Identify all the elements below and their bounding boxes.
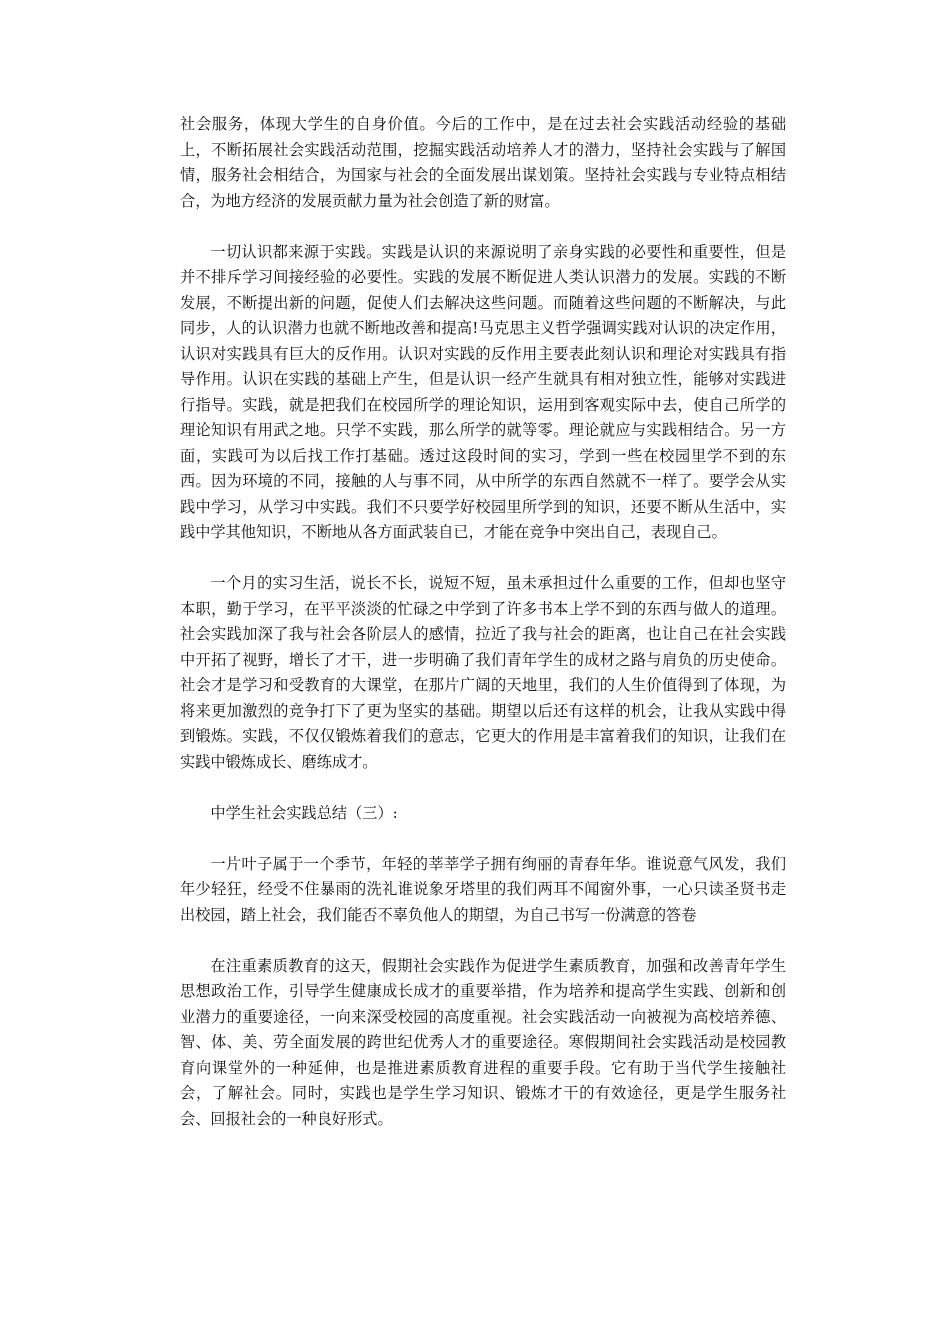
paragraph-youth-intro: 一片叶子属于一个季节，年轻的莘莘学子拥有绚丽的青春年华。谁说意气风发，我们年少轻狂，经受不住暴雨的洗礼谁说象牙塔里的我们两耳不闻窗外事，一心只读圣贤书走出校园，踏上社会，我们能否不辜负他人的期望，为自己书写一份满意的答卷 — [180, 854, 786, 924]
paragraph-internship-reflection: 一个月的实习生活，说长不长，说短不短，虽未承担过什么重要的工作，但却也坚守本职，勤于学习，在平平淡淡的忙碌之中学到了许多书本上学不到的东西与做人的道理。社会实践加深了我与社会各阶层人的感情，拉近了我与社会的距离，也让自己在社会实践中开拓了视野，增长了才干，进一步明确了我们青年学生的成材之路与肩负的历史使命。社会才是学习和受教育的大课堂，在那片广阔的天地里，我们的人生价值得到了体现，为将来更加激烈的竞争打下了更为坚实的基础。期望以后还有这样的机会，让我从实践中得到锻炼。实践，不仅仅锻炼着我们的意志，它更大的作用是丰富着我们的知识，让我们在实践中锻炼成长、磨练成才。 — [180, 574, 786, 771]
document-page — [180, 112, 786, 1158]
section-heading: 中学生社会实践总结（三）: — [210, 803, 398, 822]
paragraph-continuation: 社会服务，体现大学生的自身价值。今后的工作中，是在过去社会实践活动经验的基础上，不断拓展社会实践活动范围，挖掘实践活动培养人才的潜力，坚持社会实践与了解国情，服务社会相结合，为国家与社会的全面发展出谋划策。坚持社会实践与专业特点相结合，为地方经济的发展贡献力量为社会创造了新的财富。 — [180, 115, 786, 210]
paragraph-quality-education: 在注重素质教育的这天，假期社会实践作为促进学生素质教育，加强和改善青年学生思想政治工作，引导学生健康成长成才的重要举措，作为培养和提高学生实践、创新和创业潜力的重要途径，一向来深受校园的高度重视。社会实践活动一向被视为高校培养德、智、体、美、劳全面发展的跨世纪优秀人才的重要途径。寒假期间社会实践活动是校园教育向课堂外的一种延伸，也是推进素质教育进程的重要手段。它有助于当代学生接触社会，了解社会。同时，实践也是学生学习知识、锻炼才干的有效途径，更是学生服务社会、回报社会的一种良好形式。 — [180, 956, 786, 1128]
paragraph-practice-and-knowledge: 一切认识都来源于实践。实践是认识的来源说明了亲身实践的必要性和重要性，但是并不排斥学习间接经验的必要性。实践的发展不断促进人类认识潜力的发展。实践的不断发展，不断提出新的问题，促使人们去解决这些问题。而随着这些问题的不断解决，与此同步，人的认识潜力也就不断地改善和提高!马克思主义哲学强调实践对认识的决定作用，认识对实践具有巨大的反作用。认识对实践的反作用主要表此刻认识和理论对实践具有指导作用。认识在实践的基础上产生，但是认识一经产生就具有相对独立性，能够对实践进行指导。实践，就是把我们在校园所学的理论知识，运用到客观实际中去，使自己所学的理论知识有用武之地。只学不实践，那么所学的就等零。理论就应与实践相结合。另一方面，实践可为以后找工作打基础。透过这段时间的实习，学到一些在校园里学不到的东西。因为环境的不同，接触的人与事不同，从中所学的东西自然就不一样了。要学会从实践中学习，从学习中实践。我们不只要学好校园里所学到的知识，还要不断从生活中，实践中学其他知识，不断地从各方面武装自已，才能在竞争中突出自己，表现自己。 — [180, 242, 786, 541]
